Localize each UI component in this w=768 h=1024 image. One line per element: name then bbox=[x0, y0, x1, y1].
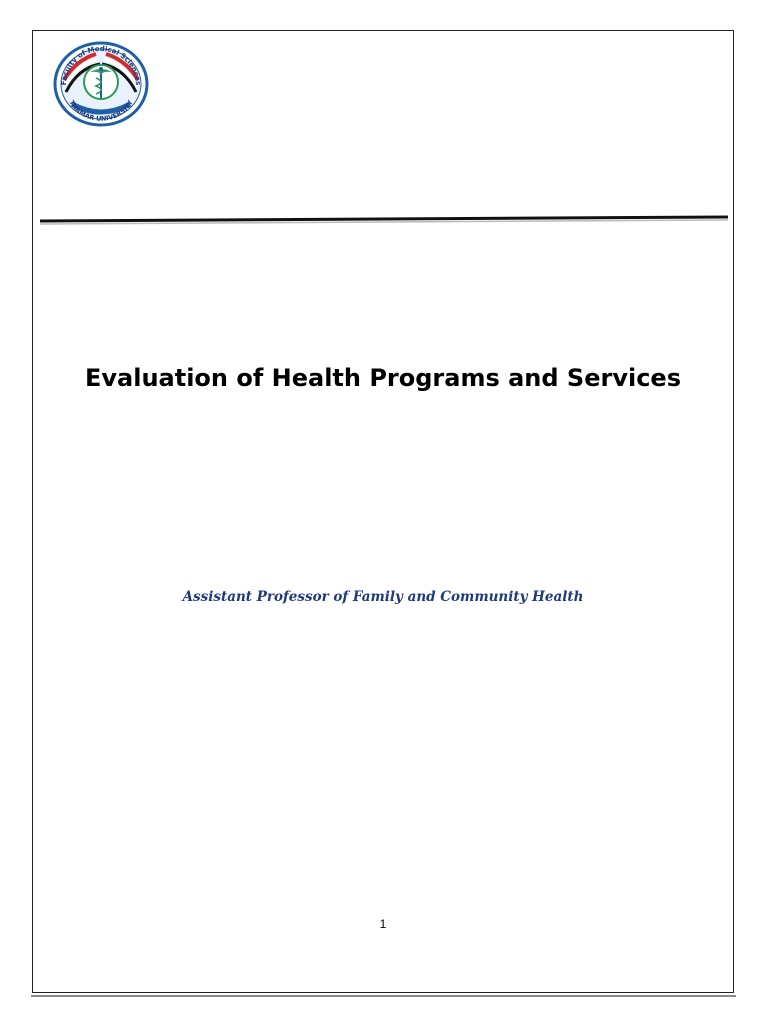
page-number: 1 bbox=[379, 917, 387, 931]
svg-text:THAMAR UNIVERSITY: THAMAR UNIVERSITY bbox=[67, 98, 135, 123]
header-rule bbox=[40, 214, 728, 226]
document-title: Evaluation of Health Programs and Services bbox=[84, 364, 681, 392]
page-border bbox=[32, 30, 734, 993]
author-position: Assistant Professor of Family and Community Health bbox=[182, 589, 584, 605]
svg-text:Faculty of Medical Sciences: Faculty of Medical Sciences bbox=[59, 44, 143, 86]
university-logo bbox=[52, 40, 150, 128]
page-bottom-line bbox=[31, 995, 736, 997]
